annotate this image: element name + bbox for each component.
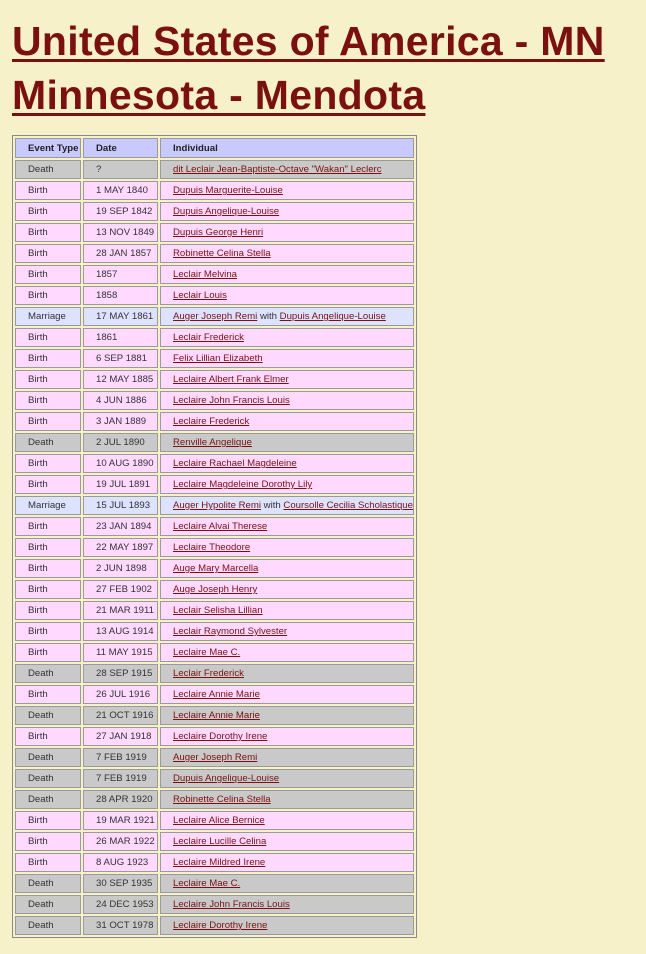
events-table — [12, 135, 417, 938]
individual-link[interactable]: Leclaire John Francis Louis — [173, 899, 290, 910]
individual-cell — [160, 685, 414, 704]
table-row — [15, 475, 414, 494]
event-date-cell: 10 AUG 1890 — [83, 454, 158, 473]
spouse-link[interactable]: Dupuis Angelique-Louise — [279, 311, 386, 322]
individual-cell — [160, 874, 414, 893]
table-row — [15, 202, 414, 221]
table-row — [15, 433, 414, 452]
event-type-cell: Birth — [15, 811, 81, 830]
event-type-cell: Birth — [15, 391, 81, 410]
header-event-type: Event Type — [15, 138, 81, 158]
individual-link[interactable]: Dupuis Marguerite-Louise — [173, 185, 283, 196]
table-row — [15, 265, 414, 284]
individual-link[interactable]: Leclaire Alvai Therese — [173, 521, 268, 532]
event-type-cell: Birth — [15, 454, 81, 473]
table-row — [15, 874, 414, 893]
event-type-cell: Birth — [15, 202, 81, 221]
individual-cell — [160, 664, 414, 683]
event-date-cell: 17 MAY 1861 — [83, 307, 158, 326]
event-date-cell: 13 NOV 1849 — [83, 223, 158, 242]
individual-cell — [160, 853, 414, 872]
table-row — [15, 160, 414, 179]
individual-cell — [160, 391, 414, 410]
event-type-cell: Death — [15, 874, 81, 893]
individual-link[interactable]: Leclaire Magdeleine Dorothy Lily — [173, 479, 313, 490]
table-row — [15, 832, 414, 851]
event-date-cell: 19 JUL 1891 — [83, 475, 158, 494]
individual-cell — [160, 475, 414, 494]
table-row — [15, 349, 414, 368]
individual-cell — [160, 790, 414, 809]
individual-link[interactable]: Leclaire Mae C. — [173, 878, 241, 889]
individual-link[interactable]: Robinette Celina Stella — [173, 794, 271, 805]
table-row — [15, 328, 414, 347]
event-date-cell: 19 SEP 1842 — [83, 202, 158, 221]
event-type-cell: Birth — [15, 370, 81, 389]
event-date-cell: 1 MAY 1840 — [83, 181, 158, 200]
individual-link[interactable]: Leclair Frederick — [173, 332, 244, 343]
table-row — [15, 916, 414, 935]
event-date-cell: ? — [83, 160, 158, 179]
table-row — [15, 538, 414, 557]
event-date-cell: 7 FEB 1919 — [83, 769, 158, 788]
individual-cell — [160, 265, 414, 284]
event-date-cell: 2 JUN 1898 — [83, 559, 158, 578]
event-type-cell: Birth — [15, 475, 81, 494]
individual-cell — [160, 706, 414, 725]
table-row — [15, 895, 414, 914]
individual-link[interactable]: dit Leclair Jean-Baptiste-Octave "Wakan" Leclerc — [173, 164, 382, 175]
table-row — [15, 727, 414, 746]
event-date-cell: 28 APR 1920 — [83, 790, 158, 809]
event-date-cell: 8 AUG 1923 — [83, 853, 158, 872]
event-date-cell: 26 MAR 1922 — [83, 832, 158, 851]
individual-link[interactable]: Dupuis Angelique-Louise — [173, 206, 280, 217]
individual-cell — [160, 181, 414, 200]
individual-cell — [160, 454, 414, 473]
event-type-cell: Death — [15, 433, 81, 452]
event-date-cell: 3 JAN 1889 — [83, 412, 158, 431]
event-type-cell: Birth — [15, 412, 81, 431]
event-date-cell: 12 MAY 1885 — [83, 370, 158, 389]
event-date-cell: 22 MAY 1897 — [83, 538, 158, 557]
table-row — [15, 391, 414, 410]
event-type-cell: Marriage — [15, 307, 81, 326]
event-date-cell: 6 SEP 1881 — [83, 349, 158, 368]
event-type-cell: Death — [15, 160, 81, 179]
table-row — [15, 496, 414, 515]
event-type-cell: Birth — [15, 286, 81, 305]
event-type-cell: Birth — [15, 622, 81, 641]
event-type-cell: Birth — [15, 223, 81, 242]
table-row — [15, 412, 414, 431]
table-row — [15, 517, 414, 536]
individual-link[interactable]: Leclaire Annie Marie — [173, 710, 260, 721]
event-type-cell: Death — [15, 769, 81, 788]
individual-link[interactable]: Auger Joseph Remi — [173, 311, 258, 322]
table-row — [15, 748, 414, 767]
individual-cell — [160, 160, 414, 179]
individual-link[interactable]: Renville Angelique — [173, 437, 252, 448]
title-link-country[interactable]: United States of America - MN — [12, 18, 605, 64]
individual-link[interactable]: Leclaire Albert Frank Elmer — [173, 374, 289, 385]
event-date-cell: 21 OCT 1916 — [83, 706, 158, 725]
event-type-cell: Birth — [15, 580, 81, 599]
individual-link[interactable]: Leclaire Mildred Irene — [173, 857, 266, 868]
event-date-cell: 28 SEP 1915 — [83, 664, 158, 683]
event-date-cell: 30 SEP 1935 — [83, 874, 158, 893]
individual-cell — [160, 916, 414, 935]
individual-cell — [160, 496, 414, 515]
individual-cell — [160, 538, 414, 557]
event-date-cell: 11 MAY 1915 — [83, 643, 158, 662]
individual-cell — [160, 811, 414, 830]
event-type-cell: Birth — [15, 643, 81, 662]
event-type-cell: Death — [15, 664, 81, 683]
individual-cell — [160, 370, 414, 389]
event-type-cell: Birth — [15, 559, 81, 578]
table-row — [15, 454, 414, 473]
individual-link[interactable]: Leclaire Annie Marie — [173, 689, 260, 700]
individual-cell — [160, 349, 414, 368]
individual-link[interactable]: Leclaire Rachael Magdeleine — [173, 458, 297, 469]
table-row — [15, 643, 414, 662]
event-type-cell: Birth — [15, 349, 81, 368]
table-row — [15, 580, 414, 599]
table-row — [15, 307, 414, 326]
event-date-cell: 31 OCT 1978 — [83, 916, 158, 935]
table-row — [15, 685, 414, 704]
individual-cell — [160, 328, 414, 347]
event-date-cell: 1858 — [83, 286, 158, 305]
individual-link[interactable]: Leclaire John Francis Louis — [173, 395, 290, 406]
table-row — [15, 601, 414, 620]
event-date-cell: 28 JAN 1857 — [83, 244, 158, 263]
table-row — [15, 181, 414, 200]
event-type-cell: Birth — [15, 727, 81, 746]
table-row — [15, 811, 414, 830]
individual-link[interactable]: Leclair Raymond Sylvester — [173, 626, 288, 637]
individual-link[interactable]: Leclaire Alice Bernice — [173, 815, 265, 826]
individual-link[interactable]: Leclair Selisha Lillian — [173, 605, 263, 616]
event-date-cell: 7 FEB 1919 — [83, 748, 158, 767]
event-type-cell: Birth — [15, 853, 81, 872]
individual-link[interactable]: Leclair Louis — [173, 290, 227, 301]
spouse-link[interactable]: Coursolle Cecilia Scholastique — [283, 500, 413, 511]
individual-cell — [160, 559, 414, 578]
table-row — [15, 853, 414, 872]
event-type-cell: Death — [15, 916, 81, 935]
with-connector: with — [259, 311, 277, 322]
event-type-cell: Death — [15, 706, 81, 725]
individual-cell — [160, 727, 414, 746]
table-row — [15, 622, 414, 641]
individual-link[interactable]: Dupuis Angelique-Louise — [173, 773, 280, 784]
event-date-cell: 23 JAN 1894 — [83, 517, 158, 536]
table-row — [15, 244, 414, 263]
event-date-cell: 26 JUL 1916 — [83, 685, 158, 704]
individual-link[interactable]: Leclaire Theodore — [173, 542, 251, 553]
individual-link[interactable]: Leclair Melvina — [173, 269, 237, 280]
individual-cell — [160, 895, 414, 914]
individual-cell — [160, 202, 414, 221]
individual-link[interactable]: Leclaire Dorothy Irene — [173, 731, 268, 742]
individual-cell — [160, 517, 414, 536]
event-type-cell: Marriage — [15, 496, 81, 515]
header-date: Date — [83, 138, 158, 158]
individual-link[interactable]: Robinette Celina Stella — [173, 248, 271, 259]
event-date-cell: 24 DEC 1953 — [83, 895, 158, 914]
individual-link[interactable]: Leclaire Mae C. — [173, 647, 241, 658]
event-type-cell: Birth — [15, 685, 81, 704]
title-link-place[interactable]: Minnesota - Mendota — [12, 72, 426, 118]
table-row — [15, 370, 414, 389]
individual-cell — [160, 580, 414, 599]
event-type-cell: Death — [15, 895, 81, 914]
individual-link[interactable]: Auger Hypolite Remi — [173, 500, 261, 511]
event-date-cell: 1861 — [83, 328, 158, 347]
header-individual: Individual — [160, 138, 414, 158]
events-body — [15, 160, 414, 935]
individual-cell — [160, 601, 414, 620]
page-title — [0, 0, 646, 122]
individual-link[interactable]: Leclaire Dorothy Irene — [173, 920, 268, 931]
event-type-cell: Birth — [15, 328, 81, 347]
event-date-cell: 15 JUL 1893 — [83, 496, 158, 515]
individual-cell — [160, 307, 414, 326]
event-date-cell: 27 JAN 1918 — [83, 727, 158, 746]
event-date-cell: 21 MAR 1911 — [83, 601, 158, 620]
event-type-cell: Birth — [15, 538, 81, 557]
individual-link[interactable]: Dupuis George Henri — [173, 227, 264, 238]
individual-cell — [160, 832, 414, 851]
table-row — [15, 286, 414, 305]
individual-cell — [160, 643, 414, 662]
individual-cell — [160, 748, 414, 767]
individual-cell — [160, 286, 414, 305]
individual-link[interactable]: Leclaire Lucille Celina — [173, 836, 267, 847]
table-row — [15, 790, 414, 809]
individual-link[interactable]: Leclair Frederick — [173, 668, 244, 679]
table-row — [15, 223, 414, 242]
event-type-cell: Birth — [15, 244, 81, 263]
individual-link[interactable]: Auger Joseph Remi — [173, 752, 258, 763]
event-type-cell: Birth — [15, 265, 81, 284]
individual-cell — [160, 223, 414, 242]
event-date-cell: 13 AUG 1914 — [83, 622, 158, 641]
individual-cell — [160, 622, 414, 641]
event-type-cell: Death — [15, 790, 81, 809]
individual-cell — [160, 412, 414, 431]
table-row — [15, 559, 414, 578]
with-connector: with — [263, 500, 281, 511]
event-type-cell: Birth — [15, 832, 81, 851]
event-date-cell: 19 MAR 1921 — [83, 811, 158, 830]
event-date-cell: 2 JUL 1890 — [83, 433, 158, 452]
event-date-cell: 1857 — [83, 265, 158, 284]
table-row — [15, 769, 414, 788]
individual-cell — [160, 244, 414, 263]
event-date-cell: 27 FEB 1902 — [83, 580, 158, 599]
individual-link[interactable]: Auge Mary Marcella — [173, 563, 259, 574]
individual-cell — [160, 769, 414, 788]
individual-link[interactable]: Felix Lillian Elizabeth — [173, 353, 263, 364]
event-type-cell: Birth — [15, 517, 81, 536]
individual-link[interactable]: Leclaire Frederick — [173, 416, 250, 427]
table-row — [15, 664, 414, 683]
individual-cell — [160, 433, 414, 452]
table-header-row — [15, 138, 414, 158]
table-row — [15, 706, 414, 725]
event-type-cell: Birth — [15, 181, 81, 200]
event-type-cell: Birth — [15, 601, 81, 620]
individual-link[interactable]: Auge Joseph Henry — [173, 584, 258, 595]
event-type-cell: Death — [15, 748, 81, 767]
event-date-cell: 4 JUN 1886 — [83, 391, 158, 410]
